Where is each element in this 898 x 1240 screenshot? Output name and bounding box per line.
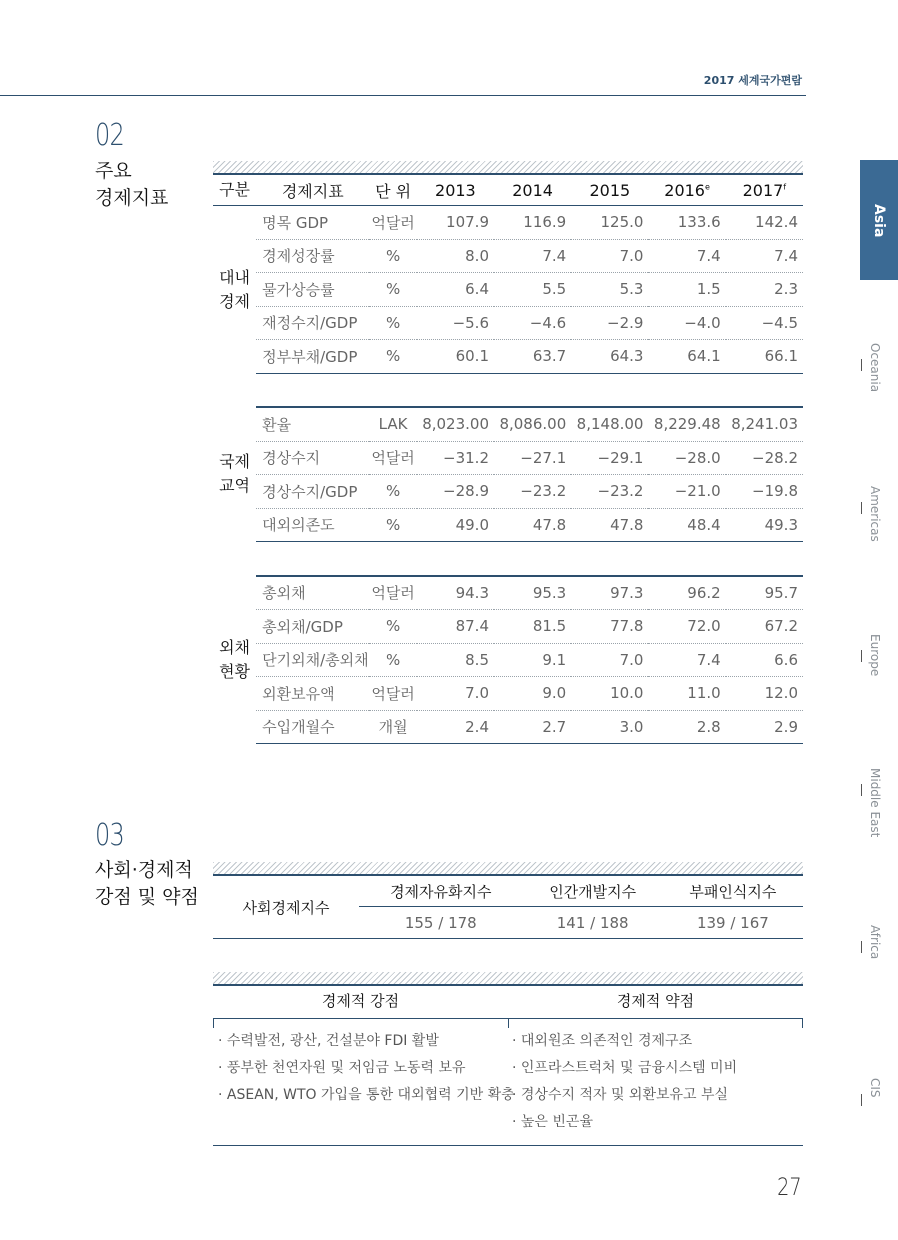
value-cell: 87.4 [417, 610, 494, 644]
value-cell: 64.1 [648, 340, 725, 374]
indicator-cell: 환율 [256, 407, 369, 441]
section-title-line2: 경제지표 [95, 187, 169, 209]
value-cell: 2.8 [648, 710, 725, 744]
value-cell: 7.4 [648, 643, 725, 677]
table-row [213, 475, 803, 509]
value-cell: −28.2 [726, 441, 803, 475]
unit-cell: % [369, 610, 416, 644]
value-cell: 5.3 [571, 273, 648, 307]
value-cell: 7.0 [417, 677, 494, 711]
col-header-2015: 2015 [589, 180, 631, 200]
table-hatch-bar [213, 161, 803, 173]
value-cell: −19.8 [726, 475, 803, 509]
socio-bottom-rule [213, 938, 803, 939]
col-header-unit: 단 위 [375, 181, 412, 201]
table-row [213, 441, 803, 475]
value-cell: 8,241.03 [726, 407, 803, 441]
socio-col-header-2: 인간개발지수 [523, 876, 663, 907]
col-header-group: 구분 [219, 180, 251, 199]
value-cell: −5.6 [417, 306, 494, 340]
value-cell: 8,148.00 [571, 407, 648, 441]
value-cell: 133.6 [648, 206, 725, 240]
unit-cell: % [369, 239, 416, 273]
value-cell: 95.3 [494, 576, 571, 610]
section-title-line1: 주요 [95, 160, 132, 182]
indicator-cell: 경상수지/GDP [256, 475, 369, 509]
strengths-title: 경제적 강점 [321, 992, 400, 1010]
socio-value-1: 155 / 178 [404, 914, 477, 932]
indicator-cell: 경상수지 [256, 441, 369, 475]
value-cell: 72.0 [648, 610, 725, 644]
indicator-cell: 대외의존도 [256, 508, 369, 542]
value-cell: 63.7 [494, 340, 571, 374]
value-cell: −23.2 [571, 475, 648, 509]
unit-cell: % [369, 306, 416, 340]
value-cell: 97.3 [571, 576, 648, 610]
side-tab-tick [861, 784, 862, 796]
side-tab-tick [861, 941, 862, 953]
sw-left-tick [213, 1018, 214, 1028]
table-row [213, 643, 803, 677]
weakness-item: · 대외원조 의존적인 경제구조 [512, 1033, 693, 1049]
value-cell: 1.5 [648, 273, 725, 307]
indicator-cell: 물가상승률 [256, 273, 369, 307]
unit-cell: 억달러 [369, 576, 416, 610]
section-title-2-line2: 강점 및 약점 [95, 886, 199, 908]
table-row [213, 576, 803, 610]
side-tab-tick [861, 1094, 862, 1106]
year-2016: 2016 [664, 180, 705, 200]
value-cell: 94.3 [417, 576, 494, 610]
value-cell: −31.2 [417, 441, 494, 475]
value-cell: 3.0 [571, 710, 648, 744]
value-cell: 95.7 [726, 576, 803, 610]
group-label [213, 576, 256, 744]
running-header: 2017 세계국가편람 [703, 74, 802, 87]
socio-col-header-1: 경제자유화지수 [359, 876, 523, 907]
value-cell: 47.8 [494, 508, 571, 542]
side-tab-middle-east[interactable]: Middle East [868, 768, 882, 838]
unit-cell: 억달러 [369, 206, 416, 240]
section-title [95, 158, 168, 212]
estimate-marker: e [704, 182, 710, 192]
sw-top-rule [213, 984, 803, 986]
unit-cell: 억달러 [369, 441, 416, 475]
group-label-line1: 국제 [219, 452, 251, 472]
value-cell: 8.5 [417, 643, 494, 677]
table-header-row [213, 175, 803, 206]
value-cell: 48.4 [648, 508, 725, 542]
value-cell: −4.5 [726, 306, 803, 340]
forecast-marker: f [783, 182, 787, 192]
indicator-cell: 외환보유액 [256, 677, 369, 711]
socio-economic-index-table [213, 876, 803, 939]
value-cell: 7.0 [571, 239, 648, 273]
side-tab-tick [861, 502, 862, 514]
value-cell: −21.0 [648, 475, 725, 509]
economic-indicators-table [213, 175, 803, 744]
value-cell: −28.0 [648, 441, 725, 475]
weakness-item: · 높은 빈곤율 [512, 1114, 593, 1130]
side-tab-asia[interactable] [860, 160, 898, 280]
strength-item: · ASEAN, WTO 가입을 통한 대외협력 기반 확충 [218, 1087, 515, 1103]
table-row [213, 677, 803, 711]
group-label-line2: 현황 [219, 661, 251, 681]
value-cell: 2.4 [417, 710, 494, 744]
indicator-cell: 총외채/GDP [256, 610, 369, 644]
value-cell: 8,229.48 [648, 407, 725, 441]
value-cell: 5.5 [494, 273, 571, 307]
value-cell: 7.4 [648, 239, 725, 273]
unit-cell: LAK [369, 407, 416, 441]
unit-cell: 억달러 [369, 677, 416, 711]
value-cell: −2.9 [571, 306, 648, 340]
value-cell: 6.6 [726, 643, 803, 677]
strength-item: · 풍부한 천연자원 및 저임금 노동력 보유 [218, 1060, 466, 1076]
socio-col-header-3: 부패인식지수 [663, 876, 803, 907]
value-cell: 64.3 [571, 340, 648, 374]
value-cell: 8,023.00 [417, 407, 494, 441]
sw-bottom-rule [213, 1145, 803, 1146]
group-gap [213, 542, 803, 576]
sw-right-tick [802, 1018, 803, 1028]
group-label-line1: 대내 [219, 267, 251, 287]
unit-cell: % [369, 508, 416, 542]
col-header-2013: 2013 [435, 180, 476, 200]
value-cell: 2.7 [494, 710, 571, 744]
value-cell: 47.8 [571, 508, 648, 542]
value-cell: 9.1 [494, 643, 571, 677]
group-gap [213, 373, 803, 407]
value-cell: 9.0 [494, 677, 571, 711]
side-tab-asia-label: Asia [871, 204, 887, 238]
value-cell: 116.9 [494, 206, 571, 240]
section-number: 02 [95, 118, 124, 153]
value-cell: 2.3 [726, 273, 803, 307]
header-rule [0, 95, 806, 96]
side-tab-tick [861, 650, 862, 662]
table-row [213, 407, 803, 441]
value-cell: −23.2 [494, 475, 571, 509]
unit-cell: 개월 [369, 710, 416, 744]
value-cell: 77.8 [571, 610, 648, 644]
value-cell: 60.1 [417, 340, 494, 374]
table-row [213, 206, 803, 240]
value-cell: 12.0 [726, 677, 803, 711]
value-cell: 8,086.00 [494, 407, 571, 441]
year-2017: 2017 [742, 180, 784, 200]
indicator-cell: 재정수지/GDP [256, 306, 369, 340]
value-cell: −27.1 [494, 441, 571, 475]
col-header-2016 [648, 175, 725, 206]
value-cell: 2.9 [726, 710, 803, 744]
indicator-cell: 정부부채/GDP [256, 340, 369, 374]
value-cell: 66.1 [726, 340, 803, 374]
value-cell: 142.4 [726, 206, 803, 240]
value-cell: 125.0 [571, 206, 648, 240]
value-cell: 7.0 [571, 643, 648, 677]
socio-hatch-bar [213, 862, 803, 874]
value-cell: 10.0 [571, 677, 648, 711]
col-header-2017 [726, 175, 803, 206]
group-label [213, 407, 256, 542]
unit-cell: % [369, 475, 416, 509]
value-cell: −4.6 [494, 306, 571, 340]
unit-cell: % [369, 643, 416, 677]
value-cell: 49.0 [417, 508, 494, 542]
value-cell: −28.9 [417, 475, 494, 509]
unit-cell: % [369, 273, 416, 307]
sw-mid-tick [508, 1018, 509, 1028]
col-header-indicator: 경제지표 [281, 181, 344, 201]
table-row [213, 340, 803, 374]
socio-row-label: 사회경제지수 [242, 899, 330, 917]
table-row [213, 306, 803, 340]
sw-hatch-bar [213, 972, 803, 984]
value-cell: 67.2 [726, 610, 803, 644]
weakness-item: · 인프라스트럭처 및 금융시스템 미비 [512, 1060, 738, 1076]
page-number: 27 [777, 1173, 802, 1201]
socio-value-3: 139 / 167 [696, 914, 769, 932]
section-title-2 [95, 857, 199, 911]
value-cell: 7.4 [726, 239, 803, 273]
section-title-2-line1: 사회·경제적 [95, 859, 193, 881]
value-cell: 6.4 [417, 273, 494, 307]
table-row [213, 610, 803, 644]
weakness-item: · 경상수지 적자 및 외환보유고 부실 [512, 1087, 729, 1103]
value-cell: 49.3 [726, 508, 803, 542]
value-cell: 7.4 [494, 239, 571, 273]
weaknesses-title: 경제적 약점 [616, 992, 695, 1010]
table-row [213, 273, 803, 307]
indicator-cell: 경제성장률 [256, 239, 369, 273]
group-label-line1: 외채 [219, 637, 251, 657]
value-cell: 96.2 [648, 576, 725, 610]
indicator-cell: 명목 GDP [256, 206, 369, 240]
table-row [213, 239, 803, 273]
table-row [213, 508, 803, 542]
group-label-line2: 경제 [219, 291, 251, 311]
value-cell: 81.5 [494, 610, 571, 644]
value-cell: −4.0 [648, 306, 725, 340]
col-header-2014: 2014 [512, 180, 553, 200]
socio-value-2: 141 / 188 [556, 914, 629, 932]
side-tab-oceania[interactable]: Oceania [868, 343, 882, 393]
value-cell: 11.0 [648, 677, 725, 711]
side-tab-africa[interactable]: Africa [868, 925, 882, 960]
section-number-2: 03 [95, 818, 124, 853]
table-row [213, 710, 803, 744]
side-tab-cis[interactable]: CIS [868, 1078, 882, 1098]
indicator-cell: 단기외채/총외채 [256, 643, 369, 677]
group-label [213, 206, 256, 374]
side-tab-americas[interactable]: Americas [868, 486, 882, 542]
strength-item: · 수력발전, 광산, 건설분야 FDI 활발 [218, 1033, 439, 1049]
value-cell: 8.0 [417, 239, 494, 273]
indicator-cell: 수입개월수 [256, 710, 369, 744]
side-tab-europe[interactable]: Europe [868, 634, 882, 677]
side-tab-tick [861, 359, 862, 371]
value-cell: 107.9 [417, 206, 494, 240]
indicator-cell: 총외채 [256, 576, 369, 610]
group-label-line2: 교역 [219, 476, 251, 496]
unit-cell: % [369, 340, 416, 374]
value-cell: −29.1 [571, 441, 648, 475]
